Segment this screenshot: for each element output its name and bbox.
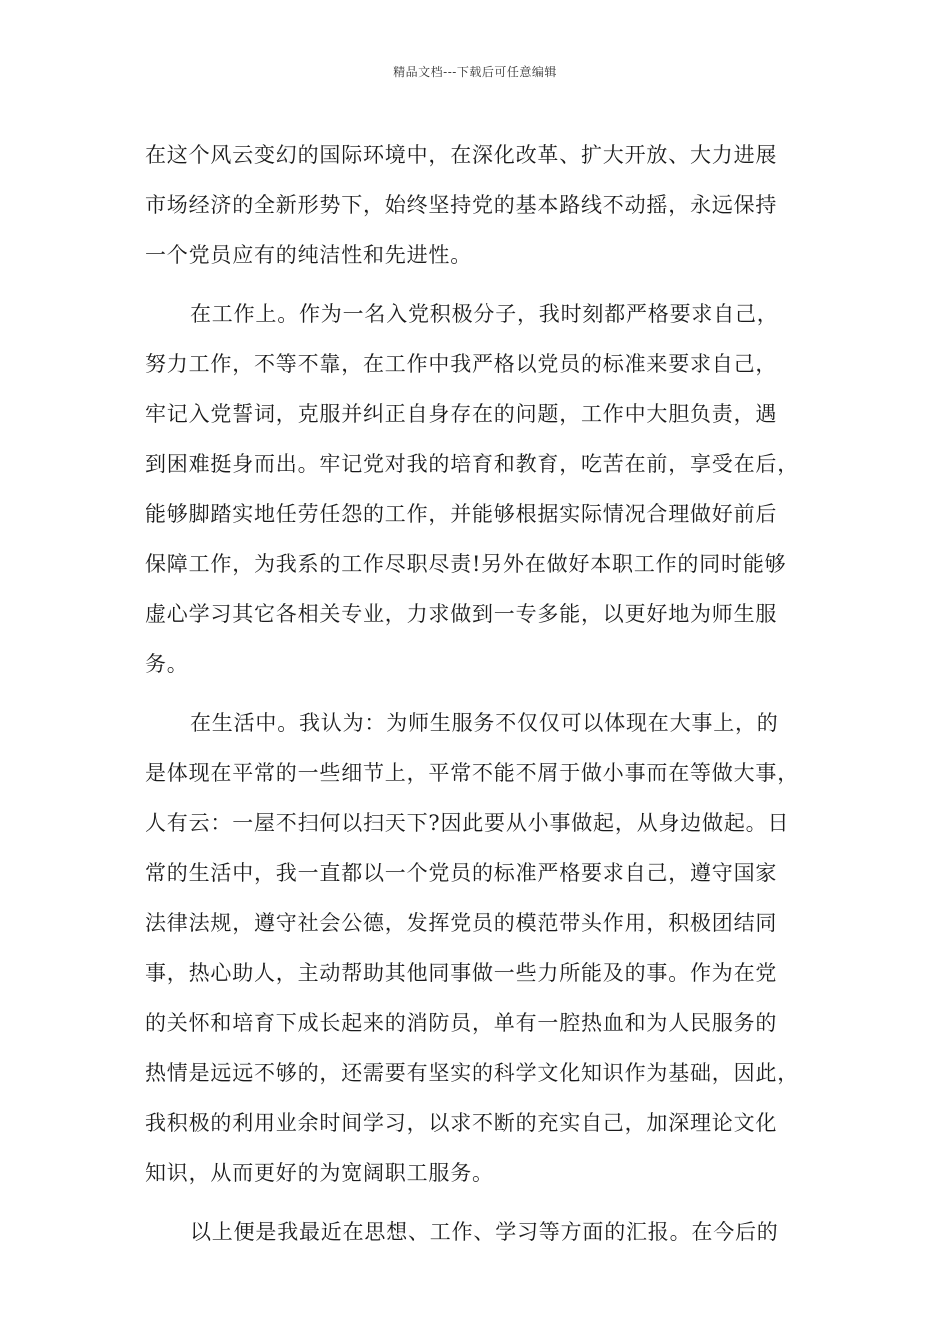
text-line: 虚心学习其它各相关专业，力求做到一专多能，以更好地为师生服 [145,602,778,626]
text-line: 在这个风云变幻的国际环境中，在深化改革、扩大开放、大力进展 [145,143,778,167]
paragraph-first-line: 以上便是我最近在思想、工作、学习等方面的汇报。在今后的 [190,1220,779,1244]
page-header: 精品文档---下载后可任意编辑 [393,65,557,79]
paragraph-gap [0,689,950,698]
paragraph-first-line: 在生活中。我认为：为师生服务不仅仅可以体现在大事上，的 [190,711,779,735]
paragraph-first-line: 在工作上。作为一名入党积极分子，我时刻都严格要求自己， [190,302,779,326]
paragraph-gap [0,280,950,289]
text-line: 保障工作，为我系的工作尽职尽责!另外在做好本职工作的同时能够 [145,552,787,576]
text-line: 务。 [145,652,189,676]
text-line: 一个党员应有的纯洁性和先进性。 [145,243,472,267]
text-line: 市场经济的全新形势下，始终坚持党的基本路线不动摇，永远保持 [145,193,778,217]
text-line: 能够脚踏实地任劳任怨的工作，并能够根据实际情况合理做好前后 [145,502,778,526]
text-line: 是体现在平常的一些细节上，平常不能不屑于做小事而在等做大事， [145,761,799,785]
text-line: 努力工作，不等不靠，在工作中我严格以党员的标准来要求自己， [145,352,778,376]
document-body [0,130,950,1257]
text-line: 常的生活中，我一直都以一个党员的标准严格要求自己，遵守国家 [145,861,778,885]
text-line: 的关怀和培育下成长起来的消防员，单有一腔热血和为人民服务的 [145,1011,778,1035]
text-line: 我积极的利用业余时间学习，以求不断的充实自己，加深理论文化 [145,1111,778,1135]
text-line: 事，热心助人，主动帮助其他同事做一些力所能及的事。作为在党 [145,961,778,985]
text-line: 到困难挺身而出。牢记党对我的培育和教育，吃苦在前，享受在后， [145,452,799,476]
text-line: 牢记入党誓词，克服并纠正自身存在的问题，工作中大胆负责，遇 [145,402,778,426]
paragraph-gap [0,1198,950,1207]
text-line: 法律法规，遵守社会公德，发挥党员的模范带头作用，积极团结同 [145,911,778,935]
text-line: 知识，从而更好的为宽阔职工服务。 [145,1161,494,1185]
text-line: 人有云：一屋不扫何以扫天下?因此要从小事做起，从身边做起。日 [145,811,790,835]
text-line: 热情是远远不够的，还需要有坚实的科学文化知识作为基础，因此， [145,1061,799,1085]
